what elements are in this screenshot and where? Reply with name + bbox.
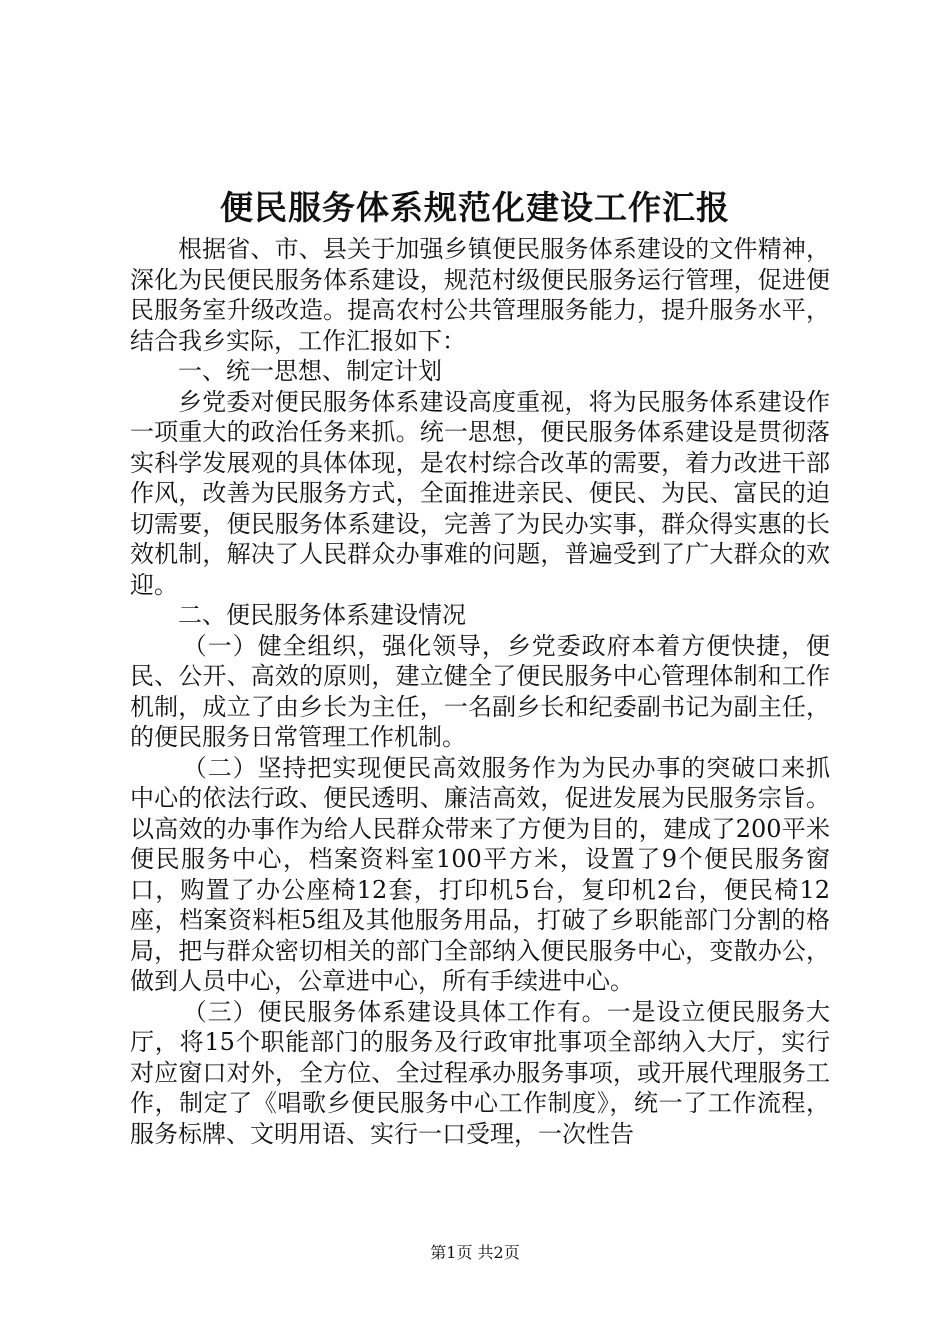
- document-title: 便民服务体系规范化建设工作汇报: [220, 188, 730, 227]
- document-body: [130, 234, 830, 1149]
- page-footer: 第1页 共2页: [430, 1243, 520, 1262]
- section-heading-2: 二、便民服务体系建设情况: [178, 601, 466, 629]
- section-heading-1: 一、统一思想、制定计划: [178, 357, 442, 385]
- paragraph-item-3: （三）便民服务体系建设具体工作有。一是设立便民服务大厅，将15个职能部门的服务及行政审批事项全部纳入大厅，实行对应窗口对外，全方位、全过程承办服务事项，或开展代理服务工作，制定了《唱歌乡便民服务中心工作制度》，统一了工作流程，服务标牌、文明用语、实行一口受理，一次性告: [130, 997, 830, 1148]
- paragraph-section-1: 乡党委对便民服务体系建设高度重视，将为民服务体系建设作一项重大的政治任务来抓。统一思想，便民服务体系建设是贯彻落实科学发展观的具体体现，是农村综合改革的需要，着力改进干部作风，改善为民服务方式，全面推进亲民、便民、为民、富民的迫切需要，便民服务体系建设，完善了为民办实事，群众得实惠的长效机制，解决了人民群众办事难的问题，普遍受到了广大群众的欢迎。: [130, 387, 830, 599]
- paragraph-intro: 根据省、市、县关于加强乡镇便民服务体系建设的文件精神，深化为民便民服务体系建设，规范村级便民服务运行管理，促进便民服务室升级改造。提高农村公共管理服务能力，提升服务水平，结合我乡实际，工作汇报如下：: [130, 235, 830, 355]
- paragraph-item-2: （二）坚持把实现便民高效服务作为为民办事的突破口来抓中心的依法行政、便民透明、廉洁高效，促进发展为民服务宗旨。以高效的办事作为给人民群众带来了方便为目的，建成了200平米便民服务中心，档案资料室100平方米，设置了9个便民服务窗口，购置了办公座椅12套，打印机5台，复印机2台，便民椅12座，档案资料柜5组及其他服务用品，打破了乡职能部门分割的格局，把与群众密切相关的部门全部纳入便民服务中心，变散办公，做到人员中心，公章进中心，所有手续进中心。: [130, 753, 830, 995]
- paragraph-item-1: （一）健全组织，强化领导，乡党委政府本着方便快捷，便民、公开、高效的原则，建立健全了便民服务中心管理体制和工作机制，成立了由乡长为主任，一名副乡长和纪委副书记为副主任，的便民服务日常管理工作机制。: [130, 631, 830, 751]
